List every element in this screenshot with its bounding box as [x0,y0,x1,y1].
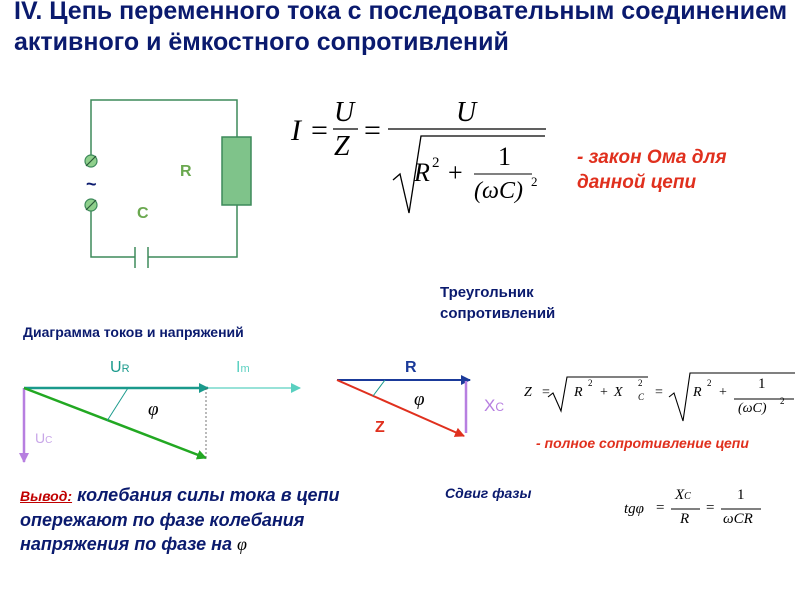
resistance-triangle [337,380,470,436]
imp-plus: + [719,385,727,400]
formula-one: 1 [498,142,511,171]
phasor-title: Диаграмма токов и напряжений [23,324,244,340]
formula-sq: 2 [432,155,440,171]
formula-sq: 2 [531,174,538,189]
sqrt-sign [548,377,648,411]
ur-label: UR [110,359,130,376]
formula-u: U [456,97,477,128]
formula-u: U [334,97,355,128]
ohm-law-caption: - закон Ома для данной цепи [577,147,727,193]
formula-eq: = [364,114,381,147]
formula-r: R [414,158,430,187]
triangle-title: Треугольник сопротивлений [440,284,556,322]
triangle-xc-label: XC [484,396,505,415]
ac-source-icon: ~ [86,174,97,194]
imp-r: R [574,385,583,400]
u-arrow [24,388,206,458]
imp-omega-c: (ωC) [738,401,767,416]
conclusion-prefix: Вывод: [20,488,73,504]
imp-sq: 2 [780,396,785,406]
imp-one: 1 [758,376,766,392]
conclusion-text [20,483,365,556]
ps-xc: XC [675,487,691,503]
page-title: IV. Цепь переменного тока с последовательным соединением активного и ёмкостного сопротивлений [14,0,788,56]
impedance-caption: - полное сопротивление цепи [536,435,749,451]
source-terminal-icon [85,155,97,167]
ps-eq: = [706,500,715,516]
source-terminal-icon [85,199,97,211]
ps-eq: = [656,500,665,516]
ps-omega-cr: ωCR [723,511,753,527]
imp-x: X [614,385,623,400]
imp-eq: = [542,385,550,400]
formula-omega-c: (ωC) [474,178,523,204]
formula-eq: = [311,114,328,147]
imp-x-sub: C [638,392,645,402]
imp-eq: = [655,385,663,400]
phasor-diagram [24,388,300,462]
angle-mark [373,380,385,396]
conclusion-body: колебания силы тока в цепи опережают по фазе колебания напряжения по фазе на [20,485,340,554]
imp-sq: 2 [638,378,643,388]
angle-mark [107,388,128,421]
conclusion-phi: φ [237,534,247,554]
imp-sq: 2 [707,378,712,388]
tg-phi: tgφ [624,501,644,517]
triangle-r-label: R [405,359,417,376]
ps-r: R [680,511,690,527]
sqrt-sign [669,373,795,421]
ps-one: 1 [737,487,745,503]
formula-i: I [291,114,301,147]
imp-plus: + [600,385,608,400]
phi-label: φ [148,399,159,420]
triangle-z-label: Z [375,419,385,436]
phase-shift-label: Сдвиг фазы [445,485,532,501]
formula-z: Z [334,131,350,162]
triangle-phi-label: φ [414,389,425,410]
z-arrow [337,380,464,436]
capacitor-label: C [137,205,149,222]
imp-sq: 2 [588,378,593,388]
resistor-label: R [180,163,192,180]
imp-z: Z [524,385,532,400]
circuit-diagram [91,100,237,268]
resistor-symbol [222,137,251,205]
im-label: Im [236,359,250,376]
formula-plus: + [448,158,463,187]
imp-r: R [693,385,702,400]
uc-label: UC [35,430,53,446]
